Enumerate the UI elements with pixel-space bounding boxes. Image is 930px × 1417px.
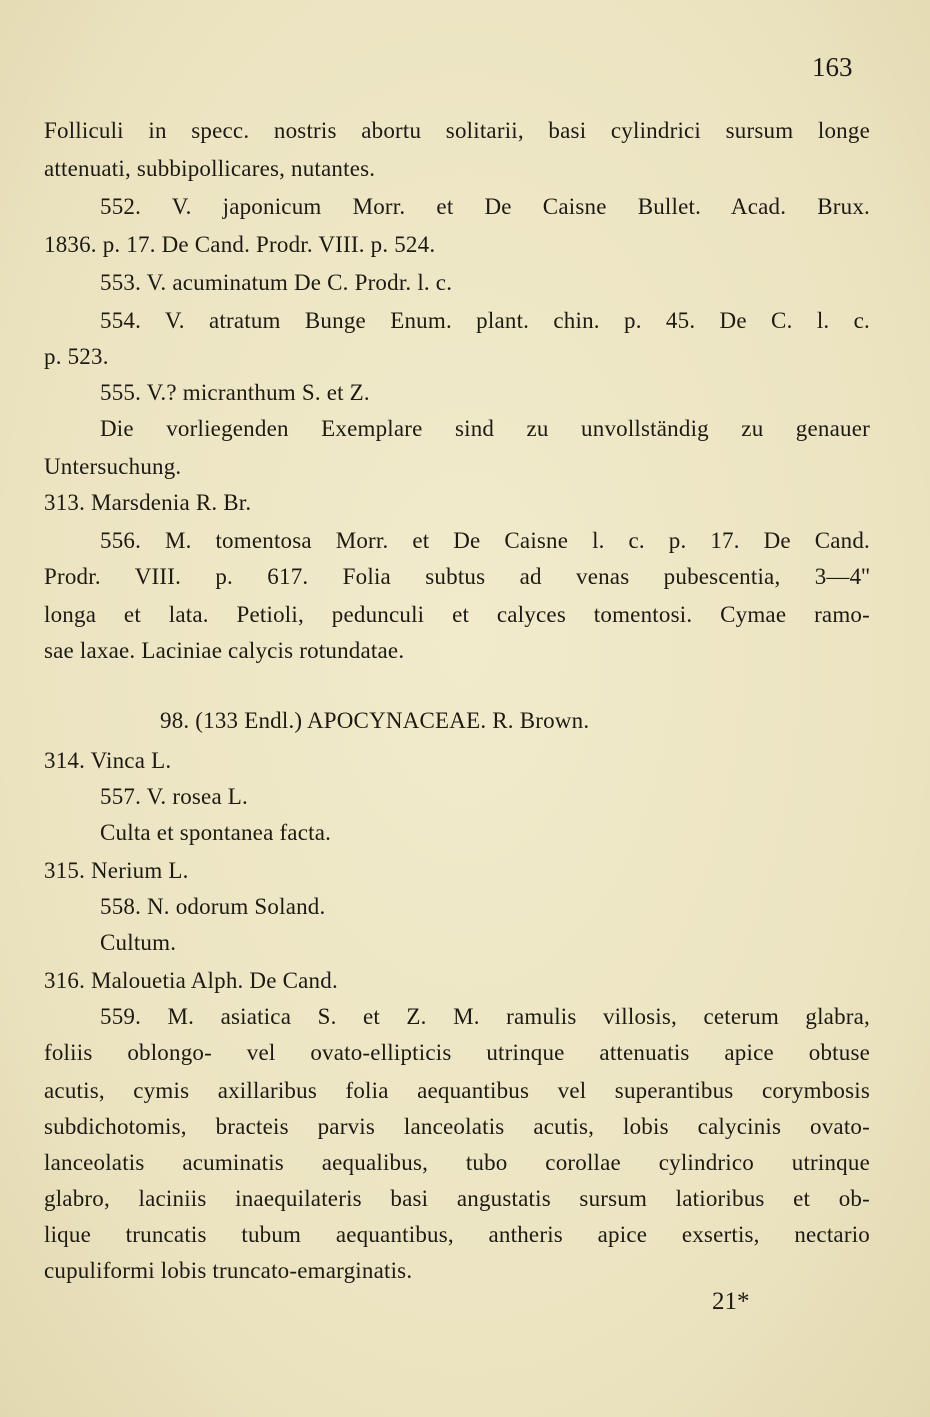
species-entry: 553. V. acuminatum De C. Prodr. l. c. [100, 270, 453, 295]
text-line: Folliculi in specc. nostris abortu solitarii, basi cylindrici sursum longe [44, 118, 870, 143]
page-number: 163 [812, 52, 853, 82]
text-line: Cultum. [100, 930, 177, 955]
species-entry: 556. M. tomentosa Morr. et De Caisne l. c. p. 17. De Cand. [100, 528, 870, 553]
text-line: lique truncatis tubum aequantibus, antheris apice exsertis, nectario [44, 1222, 870, 1247]
text-line: sae laxae. Laciniae calycis rotundatae. [44, 638, 405, 663]
text-line: subdichotomis, bracteis parvis lanceolatis acutis, lobis calycinis ovato- [44, 1114, 870, 1139]
species-entry: 555. V.? micranthum S. et Z. [100, 380, 370, 405]
text-line: acutis, cymis axillaribus folia aequantibus vel superantibus corymbosis [44, 1078, 870, 1103]
genus-heading: 315. Nerium L. [44, 858, 189, 883]
family-heading: 98. (133 Endl.) APOCYNACEAE. R. Brown. [160, 708, 590, 733]
genus-heading: 316. Malouetia Alph. De Cand. [44, 968, 338, 993]
text-line: glabro, laciniis inaequilateris basi angustatis sursum latioribus et ob- [44, 1186, 870, 1211]
text-line: attenuati, subbipollicares, nutantes. [44, 156, 376, 181]
text-line: foliis oblongo- vel ovato-ellipticis utrinque attenuatis apice obtuse [44, 1040, 870, 1065]
species-entry: 552. V. japonicum Morr. et De Caisne Bullet. Acad. Brux. [100, 194, 870, 219]
genus-heading: 314. Vinca L. [44, 748, 172, 773]
text-line: 1836. p. 17. De Cand. Prodr. VIII. p. 524. [44, 232, 436, 257]
text-line: Culta et spontanea facta. [100, 820, 332, 845]
text-line: lanceolatis acuminatis aequalibus, tubo corollae cylindrico utrinque [44, 1150, 870, 1175]
species-entry: 559. M. asiatica S. et Z. M. ramulis villosis, ceterum glabra, [100, 1004, 870, 1029]
species-entry: 558. N. odorum Soland. [100, 894, 326, 919]
species-entry: 554. V. atratum Bunge Enum. plant. chin. p. 45. De C. l. c. [100, 308, 870, 333]
genus-heading: 313. Marsdenia R. Br. [44, 490, 252, 515]
text-line: longa et lata. Petioli, pedunculi et calyces tomentosi. Cymae ramo- [44, 602, 870, 627]
text-line: p. 523. [44, 344, 109, 369]
text-line: cupuliformi lobis truncato-emarginatis. [44, 1258, 413, 1283]
species-entry: 557. V. rosea L. [100, 784, 249, 809]
text-line: Untersuchung. [44, 454, 182, 479]
text-line: Prodr. VIII. p. 617. Folia subtus ad venas pubescentia, 3—4'' [44, 564, 870, 589]
signature-mark: 21* [712, 1288, 750, 1315]
text-line: Die vorliegenden Exemplare sind zu unvollständig zu genauer [100, 416, 870, 441]
